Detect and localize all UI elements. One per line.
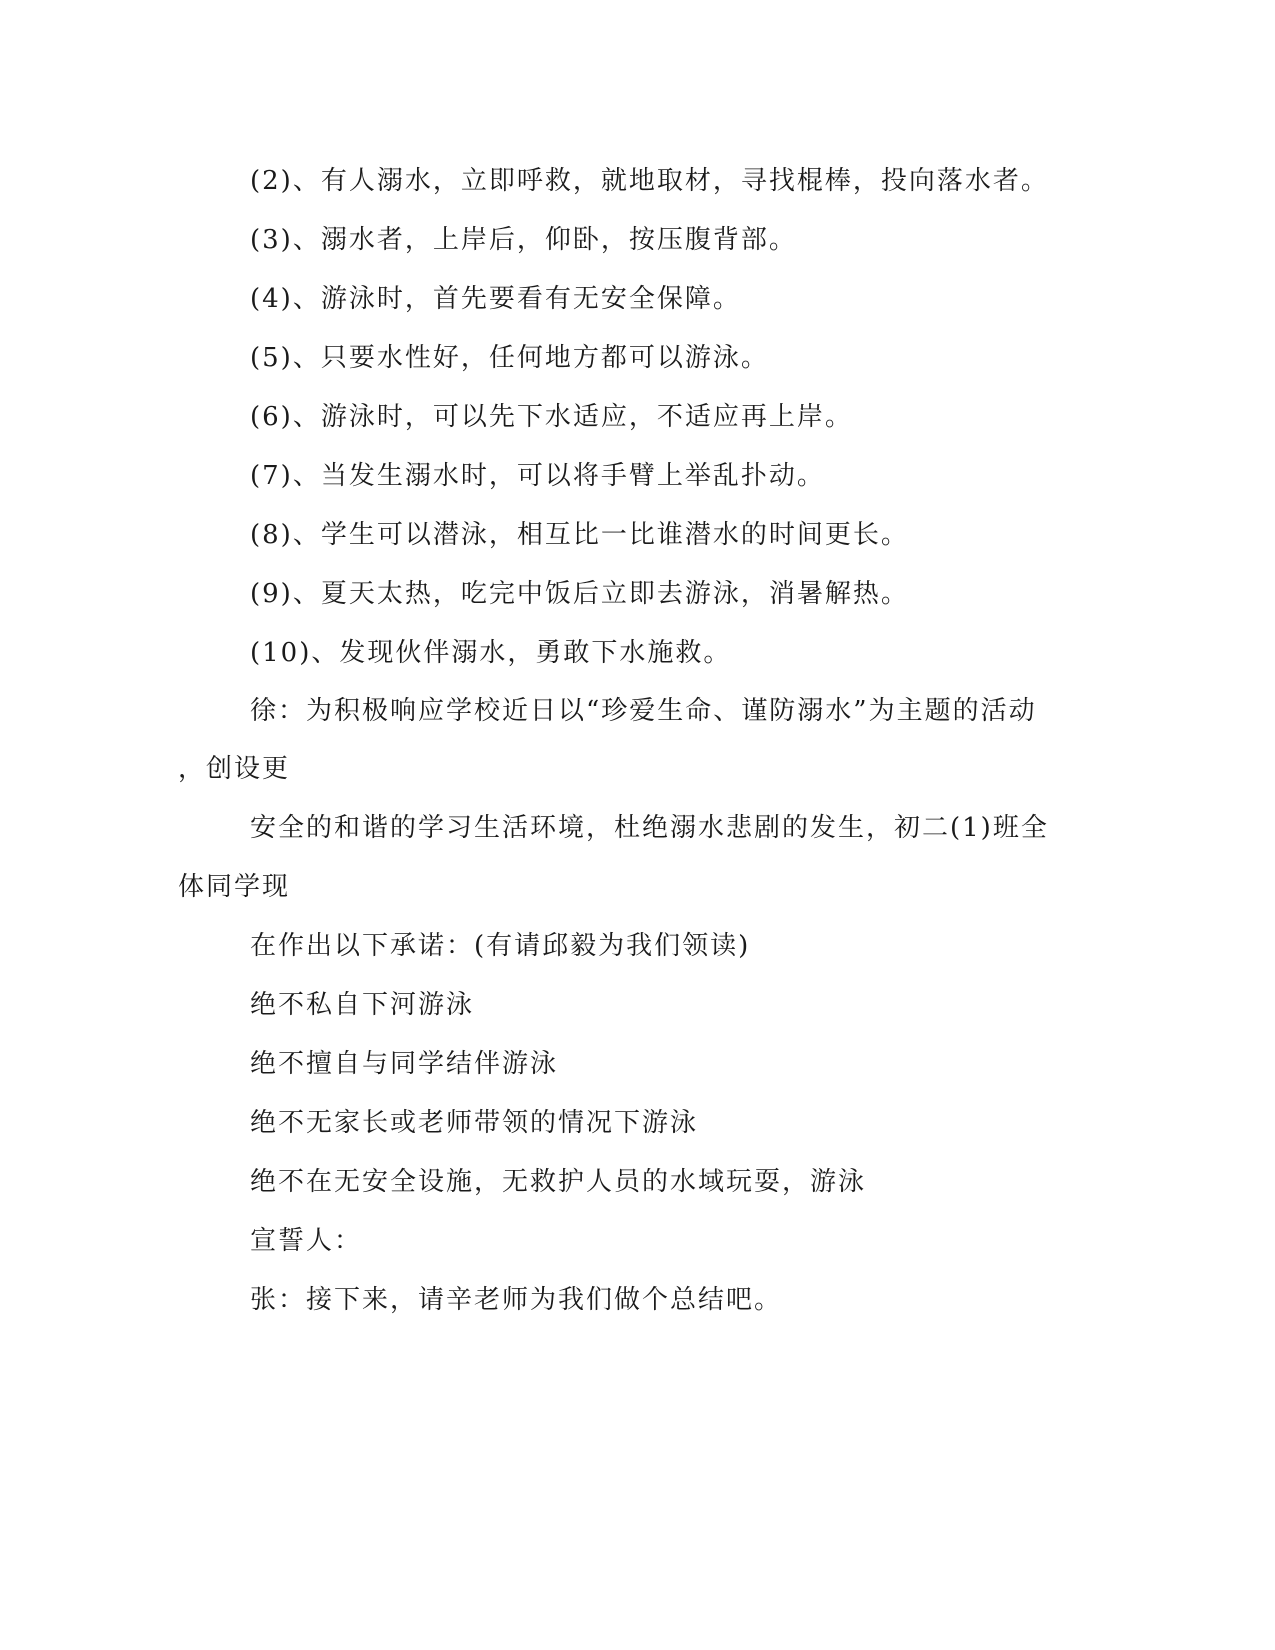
paragraph-pledge-line-3: 在作出以下承诺：(有请邱毅为我们领读) [250, 931, 751, 961]
pledge-item-1: 绝不私自下河游泳 [250, 990, 475, 1020]
pledge-item-2: 绝不擅自与同学结伴游泳 [250, 1049, 559, 1079]
quiz-item-7: (7)、当发生溺水时，可以将手臂上举乱扑动。 [250, 461, 825, 491]
pledge-item-4: 绝不在无安全设施，无救护人员的水域玩耍，游泳 [250, 1167, 867, 1197]
pledge-item-3: 绝不无家长或老师带领的情况下游泳 [250, 1108, 699, 1138]
paragraph-pledge-line-2: 体同学现 [178, 872, 291, 902]
quiz-item-5: (5)、只要水性好，任何地方都可以游泳。 [250, 343, 769, 373]
quiz-item-3: (3)、溺水者，上岸后，仰卧，按压腹背部。 [250, 225, 797, 255]
quiz-item-6: (6)、游泳时，可以先下水适应，不适应再上岸。 [250, 402, 853, 432]
quiz-item-8: (8)、学生可以潜泳，相互比一比谁潜水的时间更长。 [250, 520, 909, 550]
paragraph-zhang: 张：接下来，请辛老师为我们做个总结吧。 [250, 1285, 783, 1315]
quiz-item-10: (10)、发现伙伴溺水，勇敢下水施救。 [250, 638, 732, 668]
quiz-item-4: (4)、游泳时，首先要看有无安全保障。 [250, 284, 741, 314]
paragraph-xu-line-2: ，创设更 [178, 754, 291, 784]
paragraph-pledge-line-1: 安全的和谐的学习生活环境，杜绝溺水悲剧的发生，初二(1)班全 [250, 813, 1049, 843]
paragraph-xu-line-1: 徐：为积极响应学校近日以“珍爱生命、谨防溺水”为主题的活动 [250, 696, 1037, 726]
quiz-item-9: (9)、夏天太热，吃完中饭后立即去游泳，消暑解热。 [250, 579, 909, 609]
quiz-item-2: (2)、有人溺水，立即呼救，就地取材，寻找棍棒，投向落水者。 [250, 166, 1049, 196]
pledger-label: 宣誓人： [250, 1226, 363, 1256]
